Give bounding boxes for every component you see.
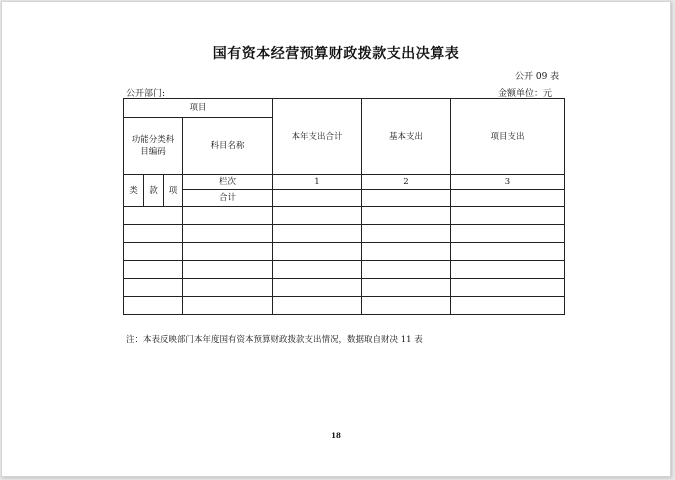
header-col-total: 本年支出合计 bbox=[273, 99, 362, 175]
lanci-value: 2 bbox=[362, 175, 451, 190]
table-cell bbox=[183, 261, 273, 279]
page-number: 18 bbox=[331, 431, 341, 440]
table-cell bbox=[124, 261, 183, 279]
table-row bbox=[124, 261, 565, 279]
table-cell bbox=[362, 207, 451, 225]
budget-table bbox=[123, 98, 565, 315]
document-title: 国有资本经营预算财政拨款支出决算表 bbox=[212, 46, 460, 62]
total-value bbox=[362, 190, 451, 207]
table-cell bbox=[451, 225, 565, 243]
table-cell bbox=[451, 207, 565, 225]
table-cell bbox=[273, 207, 362, 225]
total-value bbox=[273, 190, 362, 207]
table-cell bbox=[183, 207, 273, 225]
table-cell bbox=[451, 297, 565, 315]
header-xiang: 项 bbox=[164, 175, 183, 207]
header-lei: 类 bbox=[124, 175, 144, 207]
table-cell bbox=[362, 243, 451, 261]
document-page bbox=[1, 1, 671, 477]
header-row bbox=[124, 99, 565, 118]
table-footnote: 注：本表反映部门本年度国有资本预算财政拨款支出情况，数据取自财决 11 表 bbox=[126, 335, 423, 345]
table-cell bbox=[451, 261, 565, 279]
total-label: 合计 bbox=[183, 190, 273, 207]
lanci-label: 栏次 bbox=[183, 175, 273, 190]
table-cell bbox=[124, 297, 183, 315]
lanci-row bbox=[124, 175, 565, 190]
table-cell bbox=[362, 225, 451, 243]
table-cell bbox=[183, 279, 273, 297]
table-cell bbox=[273, 261, 362, 279]
table-cell bbox=[362, 297, 451, 315]
table-row bbox=[124, 207, 565, 225]
header-subject-name: 科目名称 bbox=[183, 118, 273, 175]
header-item: 项目 bbox=[124, 99, 273, 118]
table-cell bbox=[124, 279, 183, 297]
department-label: 公开部门: bbox=[126, 89, 166, 99]
header-col-project: 项目支出 bbox=[451, 99, 565, 175]
table-cell bbox=[362, 261, 451, 279]
table-cell bbox=[183, 243, 273, 261]
table-cell bbox=[124, 225, 183, 243]
header-kuan: 款 bbox=[144, 175, 164, 207]
table-row bbox=[124, 297, 565, 315]
table-row bbox=[124, 243, 565, 261]
header-col-basic: 基本支出 bbox=[362, 99, 451, 175]
lanci-value: 1 bbox=[273, 175, 362, 190]
table-cell bbox=[183, 297, 273, 315]
table-cell bbox=[124, 207, 183, 225]
table-cell bbox=[124, 243, 183, 261]
table-cell bbox=[273, 297, 362, 315]
total-value bbox=[451, 190, 565, 207]
header-func-code: 功能分类科目编码 bbox=[124, 118, 183, 175]
table-number: 公开 09 表 bbox=[515, 72, 560, 82]
total-row bbox=[124, 190, 565, 207]
table-cell bbox=[273, 243, 362, 261]
table-cell bbox=[362, 279, 451, 297]
table-cell bbox=[273, 225, 362, 243]
amount-unit-label: 金额单位：元 bbox=[498, 89, 553, 99]
lanci-value: 3 bbox=[451, 175, 565, 190]
table-row bbox=[124, 279, 565, 297]
table-cell bbox=[273, 279, 362, 297]
table-cell bbox=[451, 279, 565, 297]
table-cell bbox=[451, 243, 565, 261]
table-cell bbox=[183, 225, 273, 243]
table-row bbox=[124, 225, 565, 243]
